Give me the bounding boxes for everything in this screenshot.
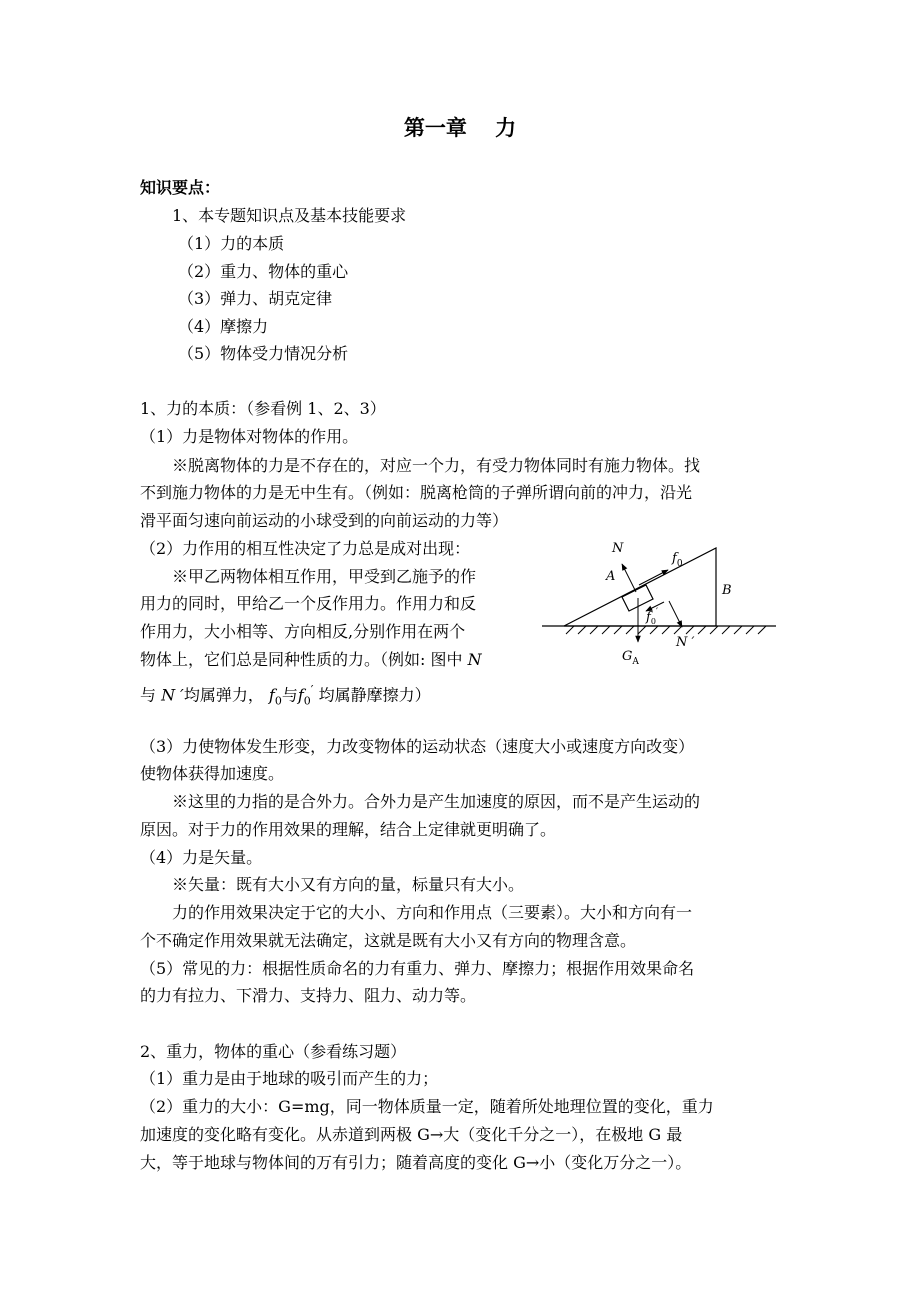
label-f0p-sub: 0 [650,617,656,626]
section1-p5: 的力有拉力、下滑力、支持力、阻力、动力等。 [140,986,477,1005]
section1-p2-note: ※甲乙两物体相互作用，甲受到乙施予的作 [172,567,477,586]
symbol-f0-prime: f [297,685,304,705]
label-G [622,649,639,667]
section1-p3-note: 原因。对于力的作用效果的理解，结合上定律就更明确了。 [140,820,557,839]
knowledge-item: （4）摩擦力 [178,317,269,336]
section1-p2: （2）力作用的相互性决定了力总是成对出现： [140,539,471,558]
section1-p3: （3）力使物体发生形变，力改变物体的运动状态（速度大小或速度方向改变） [140,737,695,756]
symbol-N: N [467,650,482,669]
section1-p1: （1）力是物体对物体的作用。 [140,427,359,446]
section1-p4-more: 个不确定作用效果就无法确定，这就是既有大小又有方向的物理含意。 [140,931,637,950]
label-G-sub: A [632,657,639,667]
section1-p4-more: 力的作用效果决定于它的大小、方向和作用点（三要素）。大小和方向有一 [172,903,693,922]
chapter-title: 第一章 力 [403,116,517,140]
section2-p2: 大，等于地球与物体间的万有引力；随着高度的变化 G→小（变化万分之一）。 [140,1153,692,1172]
note-text: 与 [281,685,298,705]
label-N: N [612,541,624,556]
section1-p1-note: ※脱离物体的力是不存在的，对应一个力，有受力物体同时有施力物体。找 [172,456,701,475]
label-f0-letter: f [672,551,677,566]
label-f0-prime [645,607,659,626]
note-text: 均属静摩擦力） [318,685,431,705]
note-text: 均属弹力， [183,685,264,705]
symbol-subscript: 0 [303,694,311,708]
knowledge-item: （2）重力、物体的重心 [178,262,349,281]
incline-block-B [564,548,716,626]
label-f0-sub: 0 [676,559,683,569]
section1-p3: 使物体获得加速度。 [140,764,285,783]
note-text: 与 [140,685,162,705]
incline-force-diagram [536,536,786,670]
section1-p3-note: ※这里的力指的是合外力。合外力是产生加速度的原因，而不是产生运动的 [172,792,701,811]
symbol-N-prime: N ′ [161,685,184,705]
section1-p1-note: 不到施力物体的力是无中生有。（例如：脱离枪筒的子弹所谓向前的冲力，沿光 [140,483,693,502]
section1-heading: 1、力的本质：（参看例 1、2、3） [140,399,386,418]
label-f0p-prime: ′ [655,607,659,618]
knowledge-item: （1）力的本质 [178,234,285,253]
knowledge-item: （3）弹力、胡克定律 [178,289,333,308]
label-G-letter: G [622,649,633,664]
symbol-prime: ′ [310,683,314,697]
symbol-subscript: 0 [274,694,282,708]
label-A: A [606,569,616,584]
section1-p2-note: 作用力，大小相等、方向相反,分别作用在两个 [140,622,466,641]
section2-heading: 2、重力，物体的重心（参看练习题） [140,1042,407,1061]
section1-p4-note: ※矢量：既有大小又有方向的量，标量只有大小。 [172,875,525,894]
label-f0p-letter: f [646,610,651,625]
section1-p2-note: 用力的同时，甲给乙一个反作用力。作用力和反 [140,594,477,613]
friction-f0-arrow [639,570,668,585]
note-text: 物体上，它们总是同种性质的力。（例如: 图中 [140,650,468,669]
section1-p4: （4）力是矢量。 [140,848,263,867]
section2-p2: 加速度的变化略有变化。从赤道到两极 G→大（变化千分之一），在极地 G 最 [140,1125,683,1144]
label-N-prime: N ′ [676,635,695,650]
section1-p2-note [140,650,482,670]
section1-p1-note: 滑平面匀速向前运动的小球受到的向前运动的力等） [140,511,509,530]
label-f0 [671,551,683,569]
section1-p5: （5）常见的力：根据性质命名的力有重力、弹力、摩擦力；根据作用效果命名 [140,959,695,978]
knowledge-heading: 知识要点： [140,178,221,197]
normal-force-arrow [622,564,636,592]
label-B: B [722,583,732,598]
knowledge-item: （5）物体受力情况分析 [178,344,349,363]
knowledge-intro: 1、本专题知识点及基本技能要求 [172,206,407,225]
section2-p2: （2）重力的大小：G=mg，同一物体质量一定，随着所处地理位置的变化，重力 [140,1097,714,1116]
section2-p1: （1）重力是由于地球的吸引而产生的力； [140,1069,439,1088]
normal-force-prime-arrow [669,601,682,627]
ground-hatching [566,626,766,634]
symbol-f0: f [268,685,275,705]
section1-p2-note [140,680,431,712]
